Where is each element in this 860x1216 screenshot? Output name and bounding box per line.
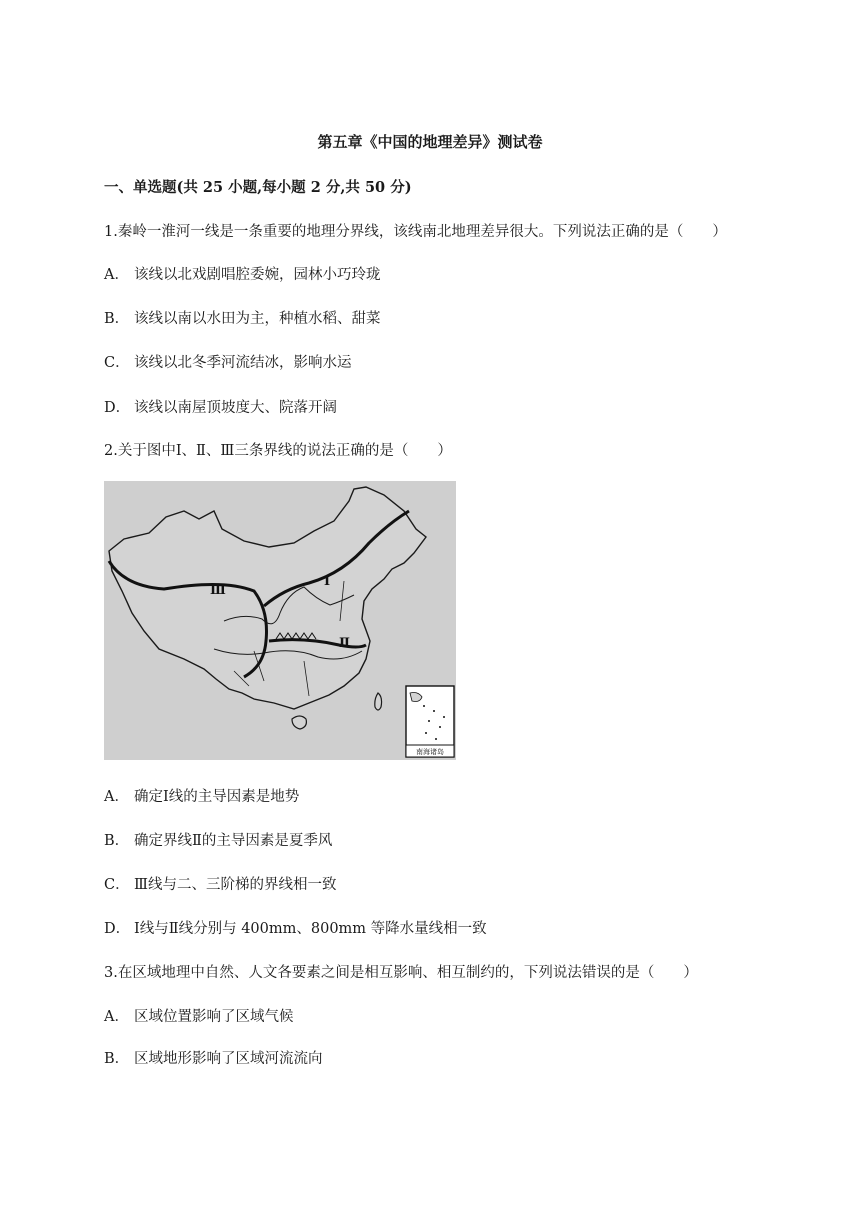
question-1-option-d [104,396,337,417]
option-letter: D． [104,400,131,416]
question-2-stem: 2.关于图中Ⅰ、Ⅱ、Ⅲ三条界线的说法正确的是（ ） [104,443,452,459]
option-letter: A． [104,267,129,283]
option-text: 该线以南屋顶坡度大、院落开阔 [134,400,337,416]
label-ii: Ⅱ [339,636,350,651]
option-text: 区域地形影响了区域河流流向 [134,1051,323,1067]
option-letter: C． [104,355,130,371]
option-text: 该线以北冬季河流结冰，影响水运 [134,355,352,371]
option-letter: A． [104,789,129,805]
question-2-option-b [104,829,332,850]
question-2-option-d [104,917,487,938]
question-2-option-c [104,873,336,894]
option-text: 确定Ⅰ线的主导因素是地势 [134,789,300,805]
question-3-option-b [104,1047,323,1068]
label-iii: Ⅲ [210,583,226,598]
south-china-sea-inset [406,686,454,757]
question-2-option-a [104,785,299,806]
option-text: Ⅰ线与Ⅱ线分别与 400mm、800mm 等降水量线相一致 [134,921,487,937]
option-text: 该线以南以水田为主，种植水稻、甜菜 [134,311,381,327]
option-text: 该线以北戏剧唱腔委婉，园林小巧玲珑 [134,267,381,283]
option-text: 确定界线Ⅱ的主导因素是夏季风 [134,833,333,849]
option-letter: B． [104,311,130,327]
page-title: 第五章《中国的地理差异》测试卷 [317,133,543,151]
option-letter: C． [104,877,130,893]
option-letter: B． [104,833,130,849]
china-boundary-map [104,481,456,760]
question-3-stem: 3.在区域地理中自然、人文各要素之间是相互影响、相互制约的，下列说法错误的是（ ） [104,965,698,981]
option-letter: D． [104,921,131,937]
question-1-option-b [104,307,381,328]
section-heading: 一、单选题(共 25 小题,每小题 2 分,共 50 分) [104,179,412,196]
question-3-option-a [104,1005,294,1026]
option-letter: A． [104,1009,129,1025]
option-letter: B． [104,1051,130,1067]
inset-label: 南海诸岛 [416,748,444,756]
question-1-option-a [104,263,381,284]
option-text: Ⅲ线与二、三阶梯的界线相一致 [134,877,337,893]
question-1-option-c [104,351,352,372]
label-i: Ⅰ [324,574,331,589]
question-1-stem: 1.秦岭一淮河一线是一条重要的地理分界线，该线南北地理差异很大。下列说法正确的是（ ） [104,224,727,240]
option-text: 区域位置影响了区域气候 [134,1009,294,1025]
